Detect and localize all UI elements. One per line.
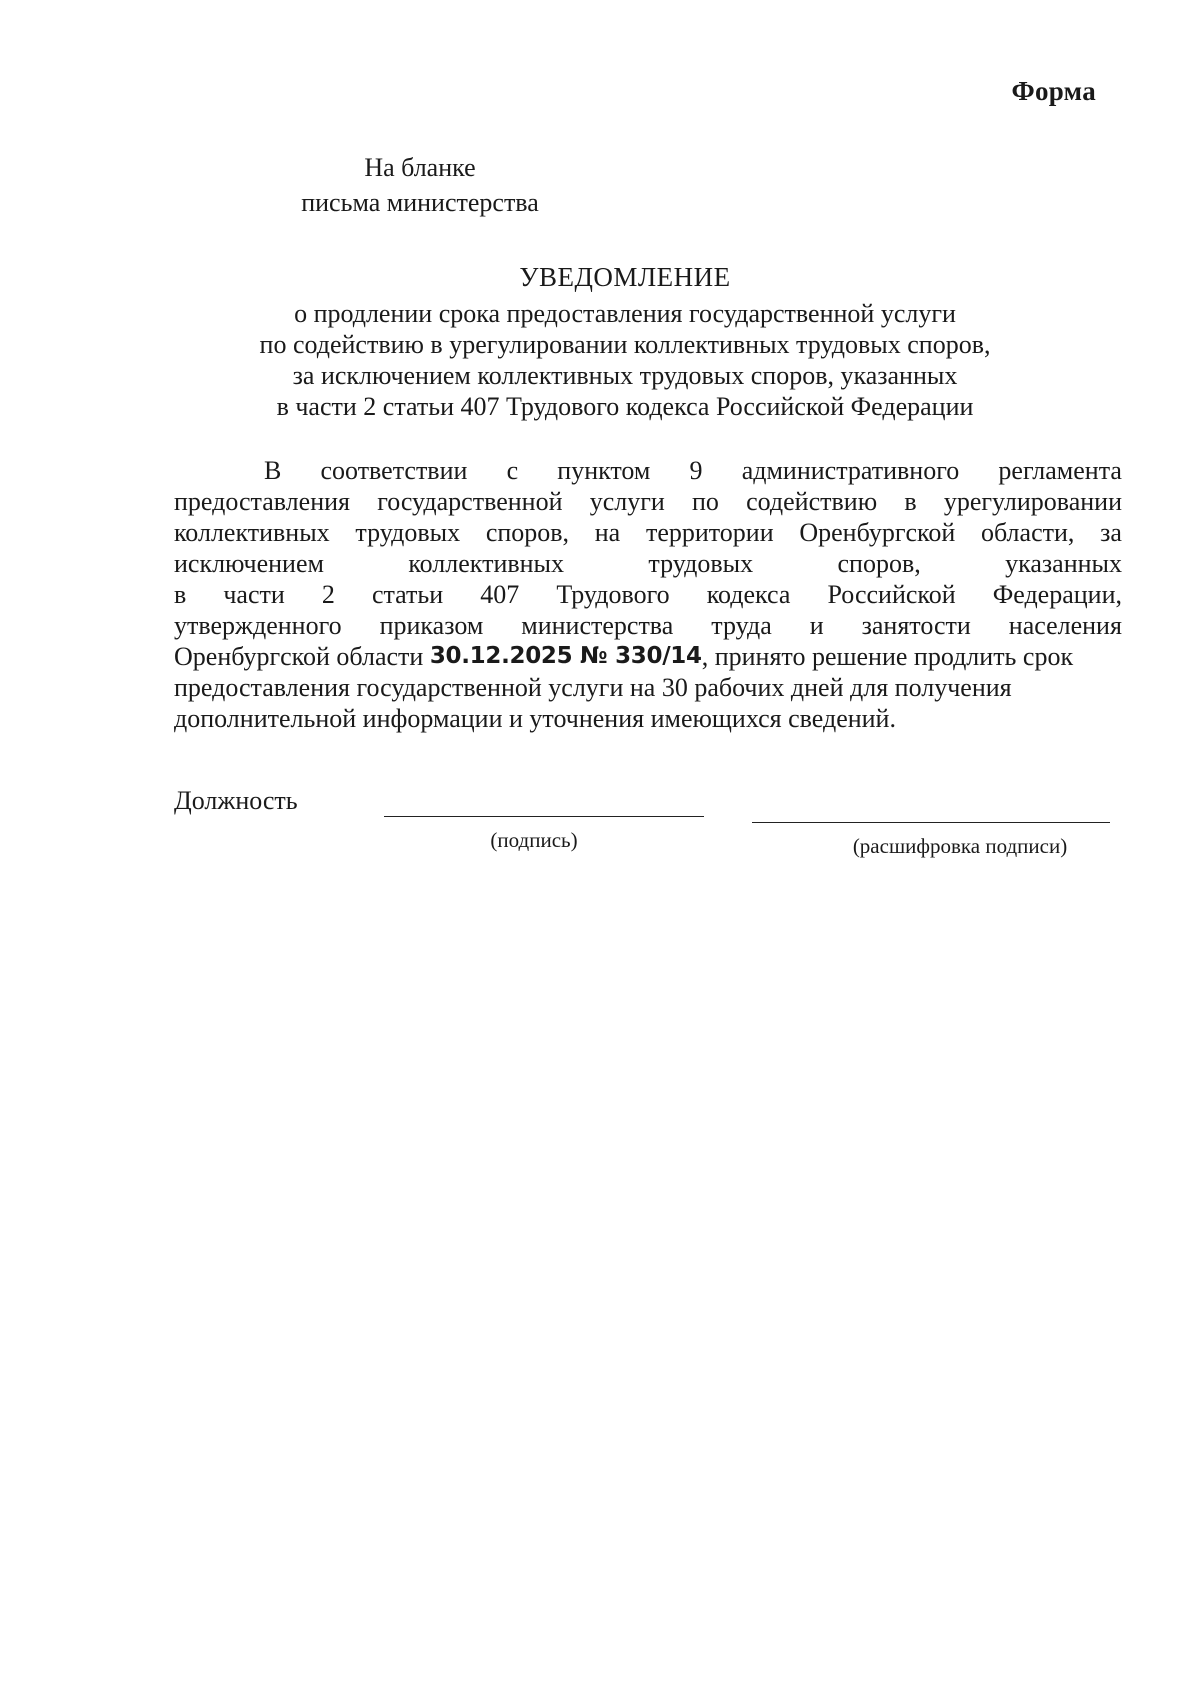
subtitle-line-4: в части 2 статьи 407 Трудового кодекса Российской Федерации — [276, 392, 974, 421]
signature-decryption-caption: (расшифровка подписи) — [852, 834, 1068, 858]
body-word: 407 — [480, 580, 520, 609]
order-reference: 30.12.2025 № 330/14 — [429, 643, 702, 669]
body-word: министерства — [521, 611, 674, 640]
body-paragraph — [174, 455, 1122, 734]
letterhead-note — [270, 150, 570, 220]
body-word: исключением — [174, 549, 324, 578]
body-word: за — [1100, 518, 1122, 547]
body-word: в — [904, 487, 917, 516]
body-word: территории — [645, 518, 774, 547]
body-line-3 — [174, 517, 1122, 548]
body-word: Трудового — [556, 580, 670, 609]
body-line-6 — [174, 610, 1122, 641]
signature-caption: (подпись) — [490, 828, 578, 852]
body-word: коллективных — [174, 518, 330, 547]
body-word: области, — [980, 518, 1075, 547]
body-word: В — [264, 456, 282, 485]
subtitle-line-1: о продлении срока предоставления государственной услуги — [294, 299, 956, 328]
body-word: Федерации, — [992, 580, 1122, 609]
body-word: урегулировании — [943, 487, 1122, 516]
body-line-9 — [174, 703, 1122, 734]
body-word: споров, — [837, 549, 921, 578]
body-word: соответствии — [320, 456, 468, 485]
body-word: споров, — [485, 518, 570, 547]
body-word: труда — [711, 611, 772, 640]
body-word: пунктом — [557, 456, 651, 485]
body-word: Российской — [827, 580, 956, 609]
form-label: Форма — [1011, 76, 1096, 106]
body-word: 9 — [689, 456, 703, 485]
body-line-7-prefix: Оренбургской области — [174, 642, 430, 671]
body-word: на — [594, 518, 621, 547]
body-word: трудовых — [355, 518, 461, 547]
body-word: кодекса — [706, 580, 791, 609]
body-word: регламента — [998, 456, 1122, 485]
body-line-1 — [174, 455, 1122, 486]
body-word: части — [223, 580, 285, 609]
body-line-4 — [174, 548, 1122, 579]
body-line-5 — [174, 579, 1122, 610]
body-word: трудовых — [648, 549, 754, 578]
subtitle-line-2: по содействию в урегулировании коллективных трудовых споров, — [259, 330, 991, 359]
body-word: утвержденного — [174, 611, 342, 640]
body-word: государственной — [377, 487, 563, 516]
body-word: в — [174, 580, 187, 609]
body-word: коллективных — [408, 549, 565, 578]
body-line-7 — [174, 641, 1122, 672]
body-word: услуги — [589, 487, 665, 516]
body-word: содействию — [746, 487, 878, 516]
letterhead-line-2: письма министерства — [301, 188, 539, 217]
body-word: Оренбургской — [799, 518, 956, 547]
position-label: Должность — [174, 786, 298, 815]
body-line-2 — [174, 486, 1122, 517]
body-word: населения — [1008, 611, 1122, 640]
body-word: предоставления — [174, 487, 350, 516]
document-title: УВЕДОМЛЕНИЕ — [519, 262, 731, 292]
body-line-8 — [174, 672, 1122, 703]
body-word: указанных — [1005, 549, 1122, 578]
body-word: приказом — [379, 611, 484, 640]
body-word: статьи — [371, 580, 444, 609]
body-word: административного — [741, 456, 960, 485]
body-line-8-text: предоставления государственной услуги на 30 рабочих дней для получения — [174, 673, 1012, 702]
letterhead-line-1: На бланке — [364, 153, 476, 182]
subtitle-line-3: за исключением коллективных трудовых споров, указанных — [292, 361, 958, 390]
body-word: 2 — [321, 580, 335, 609]
body-word: и — [809, 611, 824, 640]
signature-line — [384, 816, 704, 817]
body-line-9-text: дополнительной информации и уточнения имеющихся сведений. — [174, 704, 896, 733]
body-word: с — [506, 456, 519, 485]
signature-decryption-line — [752, 822, 1110, 823]
body-word: занятости — [861, 611, 971, 640]
body-word: по — [692, 487, 719, 516]
body-line-7-suffix: , принято решение продлить срок — [701, 642, 1074, 671]
document-subtitle — [150, 298, 1100, 422]
